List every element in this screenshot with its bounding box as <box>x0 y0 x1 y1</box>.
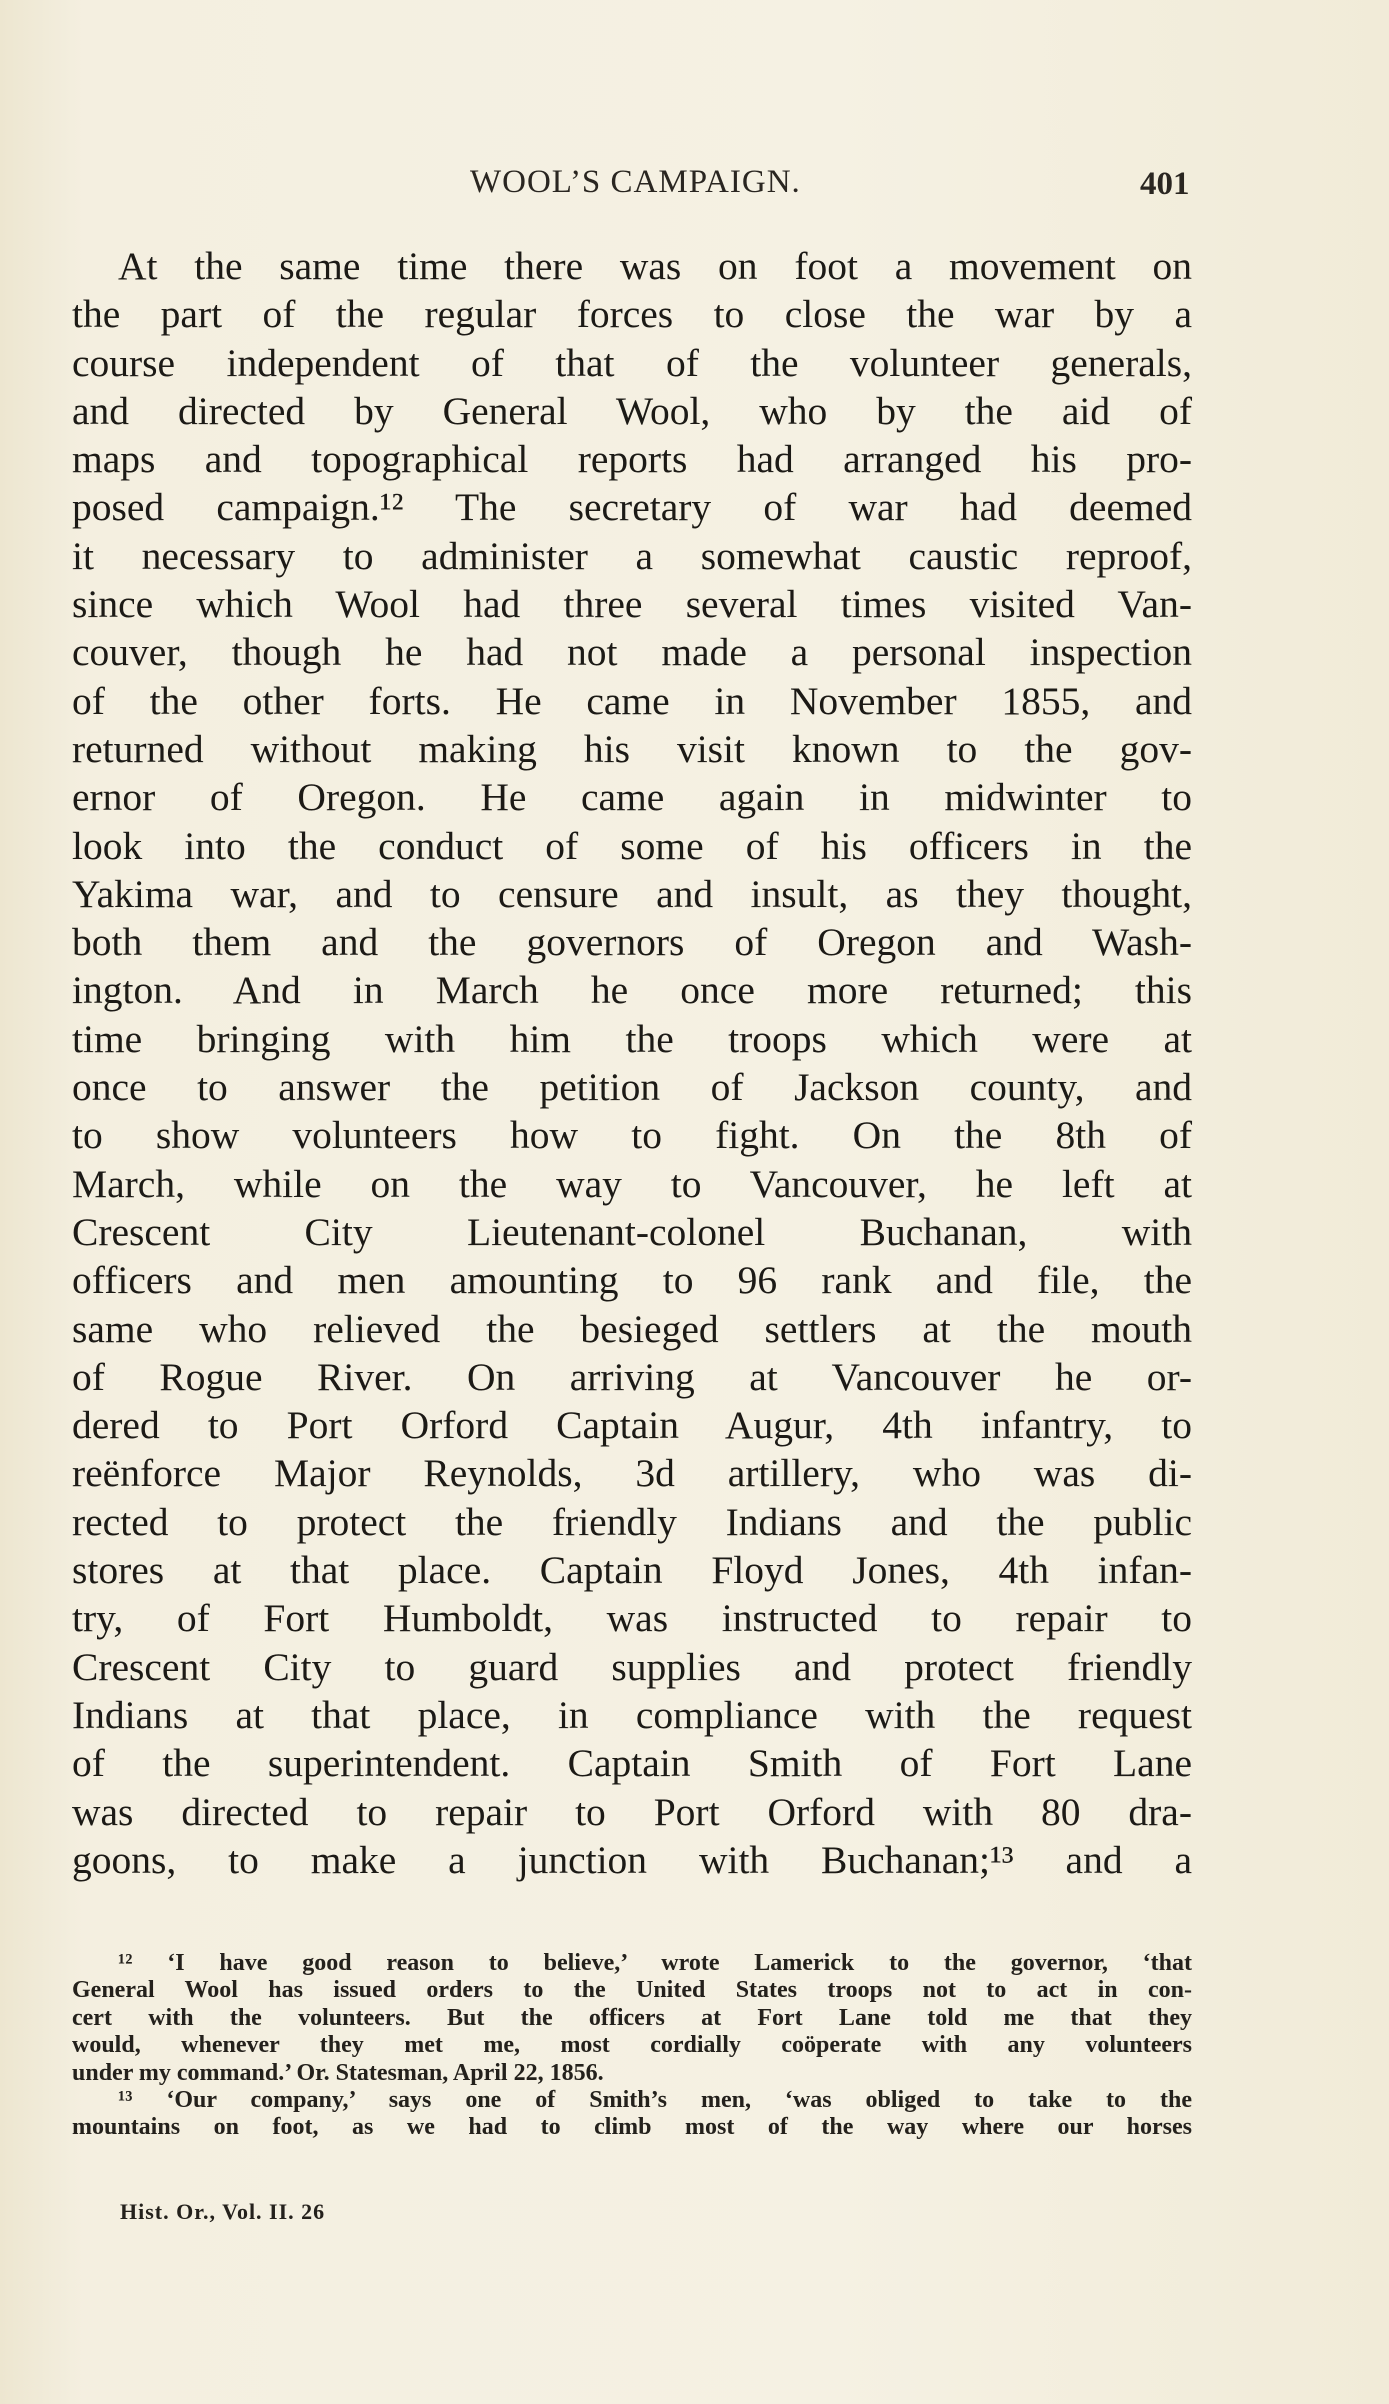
text-line: dered to Port Orford Captain Augur, 4th infantry, to <box>72 1403 1192 1448</box>
text-line: and directed by General Wool, who by the aid of <box>72 388 1192 433</box>
text-line: once to answer the petition of Jackson county, and <box>72 1065 1192 1110</box>
footnote-line: under my command.’ Or. Statesman, April 22, 1856. <box>72 2059 604 2086</box>
text-line: stores at that place. Captain Floyd Jones, 4th infan- <box>72 1548 1192 1593</box>
text-line: couver, though he had not made a personal inspection <box>72 630 1192 675</box>
text-line: ington. And in March he once more returned; this <box>72 968 1192 1013</box>
text-line: of the superintendent. Captain Smith of Fort Lane <box>72 1741 1192 1786</box>
text-line: At the same time there was on foot a movement on <box>118 244 1192 288</box>
text-line: officers and men amounting to 96 rank and file, the <box>72 1258 1192 1303</box>
text-line: both them and the governors of Oregon and Wash- <box>72 920 1192 965</box>
text-line: the part of the regular forces to close the war by a <box>72 292 1192 337</box>
text-line: reënforce Major Reynolds, 3d artillery, who was di- <box>72 1451 1192 1496</box>
footnote-line: cert with the volunteers. But the officers at Fort Lane told me that they <box>72 2004 1192 2031</box>
text-line: course independent of that of the volunteer generals, <box>72 340 1192 385</box>
text-line: returned without making his visit known to the gov- <box>72 726 1192 771</box>
text-line: ernor of Oregon. He came again in midwinter to <box>72 775 1192 820</box>
page-number: 401 <box>1140 166 1190 202</box>
text-line: Yakima war, and to censure and insult, as they thought, <box>72 871 1192 916</box>
text-line: of the other forts. He came in November 1855, and <box>72 678 1192 723</box>
text-line: was directed to repair to Port Orford with 80 dra- <box>72 1789 1192 1834</box>
text-line: goons, to make a junction with Buchanan;¹³ and a <box>72 1837 1192 1882</box>
text-line: rected to protect the friendly Indians and the public <box>72 1499 1192 1544</box>
footnote-line: ¹² ‘I have good reason to believe,’ wrote Lamerick to the governor, ‘that <box>118 1950 1192 1976</box>
running-title: WOOL’S CAMPAIGN. <box>470 164 801 200</box>
text-line: of Rogue River. On arriving at Vancouver he or- <box>72 1354 1192 1399</box>
text-line: maps and topographical reports had arranged his pro- <box>72 437 1192 482</box>
signature-mark: Hist. Or., Vol. II. 26 <box>120 2199 326 2224</box>
page-header <box>0 160 1389 210</box>
footnote-line: General Wool has issued orders to the United States troops not to act in con- <box>72 1977 1192 2004</box>
text-line: Crescent City Lieutenant-colonel Buchanan, with <box>72 1209 1192 1254</box>
text-line: March, while on the way to Vancouver, he left at <box>72 1161 1192 1206</box>
text-line: look into the conduct of some of his officers in the <box>72 823 1192 868</box>
text-line: to show volunteers how to fight. On the 8th of <box>72 1113 1192 1158</box>
footnote-line: ¹³ ‘Our company,’ says one of Smith’s men, ‘was obliged to take to the <box>118 2086 1192 2113</box>
footnote-line: mountains on foot, as we had to climb most of the way where our horses <box>72 2114 1192 2141</box>
text-line: posed campaign.¹² The secretary of war had deemed <box>72 485 1192 530</box>
text-line: Indians at that place, in compliance with the request <box>72 1692 1192 1737</box>
text-line: time bringing with him the troops which were at <box>72 1016 1192 1061</box>
text-line: since which Wool had three several times visited Van- <box>72 582 1192 627</box>
footnote-line: would, whenever they met me, most cordially coöperate with any volunteers <box>72 2032 1192 2059</box>
footnotes <box>72 1950 1192 2142</box>
body-paragraph <box>72 242 1192 1884</box>
text-line: Crescent City to guard supplies and protect friendly <box>72 1644 1192 1689</box>
text-line: it necessary to administer a somewhat caustic reproof, <box>72 533 1192 578</box>
text-line: same who relieved the besieged settlers at the mouth <box>72 1306 1192 1351</box>
text-line: try, of Fort Humboldt, was instructed to repair to <box>72 1596 1192 1641</box>
